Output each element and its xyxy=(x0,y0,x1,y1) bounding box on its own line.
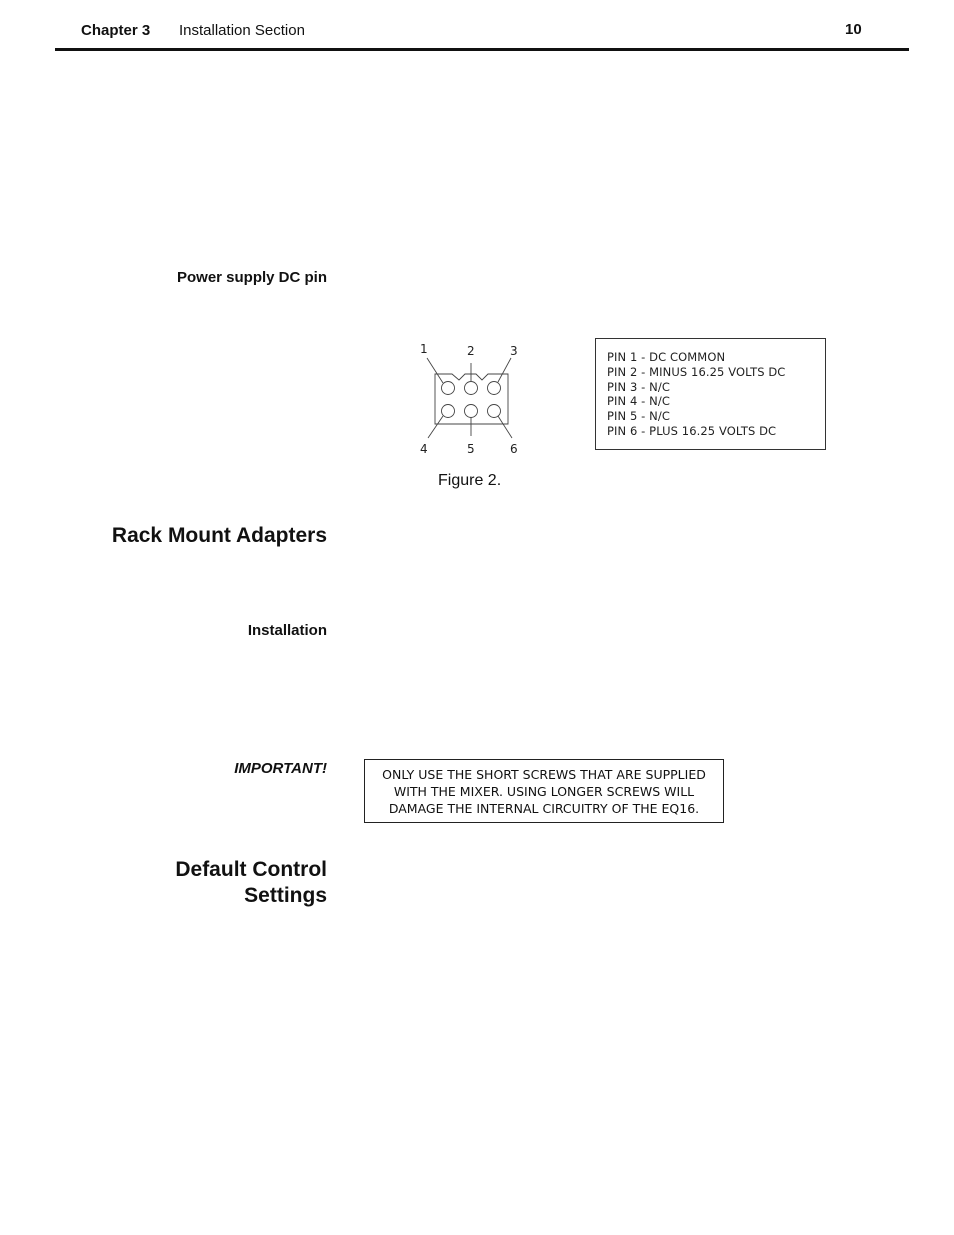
leader-3 xyxy=(498,358,511,382)
default-control-settings-heading xyxy=(27,857,327,909)
default-control-heading-line-1: Default Control xyxy=(175,858,327,881)
pin-assignment-5: PIN 5 - N/C xyxy=(607,409,670,424)
warning-line-1: ONLY USE THE SHORT SCREWS THAT ARE SUPPLIED xyxy=(382,767,706,782)
default-control-heading-line-2: Settings xyxy=(244,884,327,907)
section-title: Installation Section xyxy=(179,22,305,39)
pin-assignment-box xyxy=(595,338,826,450)
rack-mount-heading: Rack Mount Adapters xyxy=(111,524,327,547)
pin-4 xyxy=(442,405,455,418)
warning-line-3: DAMAGE THE INTERNAL CIRCUITRY OF THE EQ16. xyxy=(388,801,700,816)
pin-number-4: 4 xyxy=(420,442,428,456)
pin-assignment-3: PIN 3 - N/C xyxy=(607,379,670,394)
dc-connector-diagram xyxy=(412,340,522,460)
pin-assignment-1: PIN 1 - DC COMMON xyxy=(607,350,726,364)
pin-6 xyxy=(488,405,501,418)
power-supply-heading: Power supply DC pin xyxy=(176,269,327,286)
pin-number-5: 5 xyxy=(467,442,475,456)
figure-caption: Figure 2. xyxy=(438,472,502,489)
installation-heading: Installation xyxy=(247,622,327,639)
pin-number-3: 3 xyxy=(510,344,518,358)
leader-4 xyxy=(428,416,443,438)
chapter-label: Chapter 3 xyxy=(81,22,151,39)
pin-5 xyxy=(465,405,478,418)
page-number: 10 xyxy=(845,21,862,38)
leader-6 xyxy=(498,416,512,438)
pin-number-1: 1 xyxy=(420,342,428,356)
pin-number-2: 2 xyxy=(467,344,475,358)
pin-assignment-2: PIN 2 - MINUS 16.25 VOLTS DC xyxy=(607,364,786,379)
pin-assignment-6: PIN 6 - PLUS 16.25 VOLTS DC xyxy=(607,423,777,438)
screw-warning-box xyxy=(364,759,724,823)
pin-1 xyxy=(442,382,455,395)
pin-number-6: 6 xyxy=(510,442,518,456)
pin-2 xyxy=(465,382,478,395)
pin-assignment-4: PIN 4 - N/C xyxy=(607,394,670,409)
pin-3 xyxy=(488,382,501,395)
important-label: IMPORTANT! xyxy=(234,760,327,777)
warning-line-2: WITH THE MIXER. USING LONGER SCREWS WILL xyxy=(393,784,695,799)
header-rule xyxy=(55,48,909,51)
